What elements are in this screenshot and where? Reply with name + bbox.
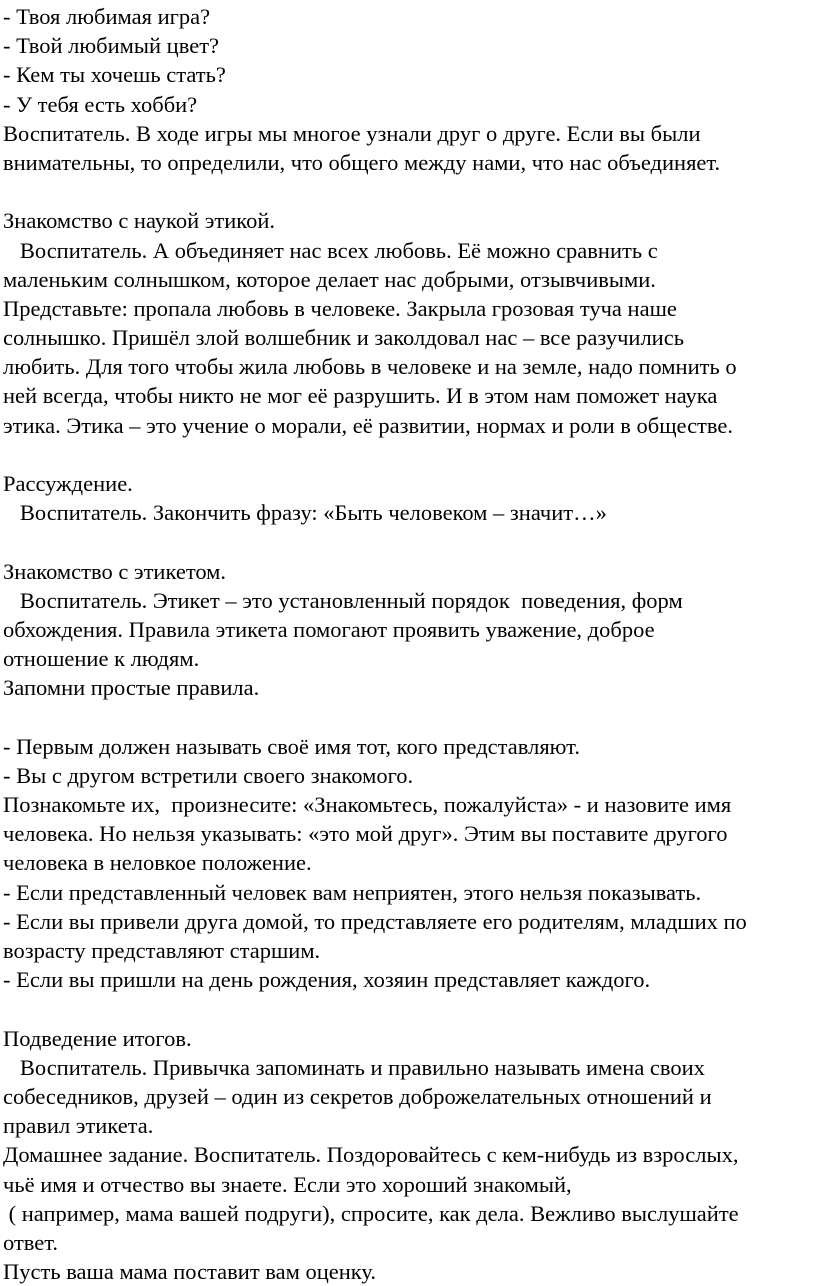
etiquette-section — [3, 557, 816, 703]
rule-line: человека в неловкое положение. — [3, 850, 312, 876]
section-heading: Знакомство с этикетом. — [3, 558, 227, 584]
paragraph-line: Запомни простые правила. — [3, 675, 260, 701]
paragraph-line: Воспитатель. Закончить фразу: «Быть человеком – значит…» — [3, 500, 607, 526]
rule-line: - Первым должен называть своё имя тот, кого представляют. — [3, 733, 580, 759]
question-line: - Кем ты хочешь стать? — [3, 62, 226, 88]
intro-conclusion-paragraph — [3, 119, 816, 177]
paragraph-line: маленьким солнышком, которое делает нас добрыми, отзывчивыми. — [3, 266, 656, 292]
question-line: - Твой любимый цвет? — [3, 33, 220, 59]
paragraph-line: Пусть ваша мама поставит вам оценку. — [3, 1259, 377, 1285]
blank-line — [3, 527, 816, 556]
question-line: - У тебя есть хобби? — [3, 91, 198, 117]
paragraph-line: правил этикета. — [3, 1113, 154, 1139]
paragraph-line: Домашнее задание. Воспитатель. Поздоровайтесь с кем-нибудь из взрослых, — [3, 1142, 739, 1168]
paragraph-line: отношение к людям. — [3, 646, 200, 672]
rule-line: - Если вы привели друга домой, то представляете его родителям, младших по — [3, 908, 747, 934]
rule-line: возрасту представляют старшим. — [3, 938, 321, 963]
rule-line: человека. Но нельзя указывать: «это мой друг». Этим вы поставите другого — [3, 821, 728, 847]
paragraph-line: этика. Этика – это учение о морали, её развитии, нормах и роли в обществе. — [3, 412, 733, 438]
paragraph-line: Воспитатель. Привычка запоминать и правильно называть имена своих — [3, 1054, 705, 1080]
section-heading: Подведение итогов. — [3, 1025, 192, 1051]
paragraph-line: любить. Для того чтобы жила любовь в человеке и на земле, надо помнить о — [3, 354, 737, 380]
question-line: - Твоя любимая игра? — [3, 4, 211, 29]
paragraph-line: внимательны, то определили, что общего между нами, что нас объединяет. — [3, 149, 721, 175]
rule-line: Познакомьте их, произнесите: «Знакомьтесь, пожалуйста» - и назовите имя — [3, 792, 732, 818]
paragraph-line: Воспитатель. В ходе игры мы многое узнали друг о друге. Если вы были — [3, 120, 701, 146]
paragraph-line: Воспитатель. А объединяет нас всех любовь. Её можно сравнить с — [3, 237, 658, 263]
paragraph-line: солнышко. Пришёл злой волшебник и заколдовал нас – все разучились — [3, 325, 684, 351]
section-heading: Знакомство с наукой этикой. — [3, 208, 275, 234]
paragraph-line: чьё имя и отчество вы знаете. Если это хороший знакомый, — [3, 1171, 572, 1197]
paragraph-line: собеседников, друзей – один из секретов доброжелательных отношений и — [3, 1083, 712, 1109]
paragraph-line: ней всегда, чтобы никто не мог её разрушить. И в этом нам поможет наука — [3, 383, 718, 409]
ethics-section — [3, 206, 816, 440]
blank-line — [3, 994, 816, 1023]
paragraph-line: Воспитатель. Этикет – это установленный порядок поведения, форм — [3, 587, 683, 613]
blank-line — [3, 440, 816, 469]
rules-list — [3, 732, 816, 995]
paragraph-line: ответ. — [3, 1229, 59, 1255]
rule-line: - Если представленный человек вам неприятен, этого нельзя показывать. — [3, 879, 702, 905]
questions-list — [3, 2, 816, 119]
blank-line — [3, 703, 816, 732]
reasoning-section — [3, 469, 816, 527]
blank-line — [3, 177, 816, 206]
summary-section — [3, 1024, 816, 1286]
rule-line: - Если вы пришли на день рождения, хозяин представляет каждого. — [3, 967, 651, 993]
paragraph-line: ( например, мама вашей подруги), спросите, как дела. Вежливо выслушайте — [3, 1200, 739, 1226]
section-heading: Рассуждение. — [3, 471, 133, 496]
rule-line: - Вы с другом встретили своего знакомого. — [3, 762, 414, 788]
paragraph-line: обхождения. Правила этикета помогают проявить уважение, доброе — [3, 616, 655, 642]
paragraph-line: Представьте: пропала любовь в человеке. Закрыла грозовая туча наше — [3, 295, 677, 321]
